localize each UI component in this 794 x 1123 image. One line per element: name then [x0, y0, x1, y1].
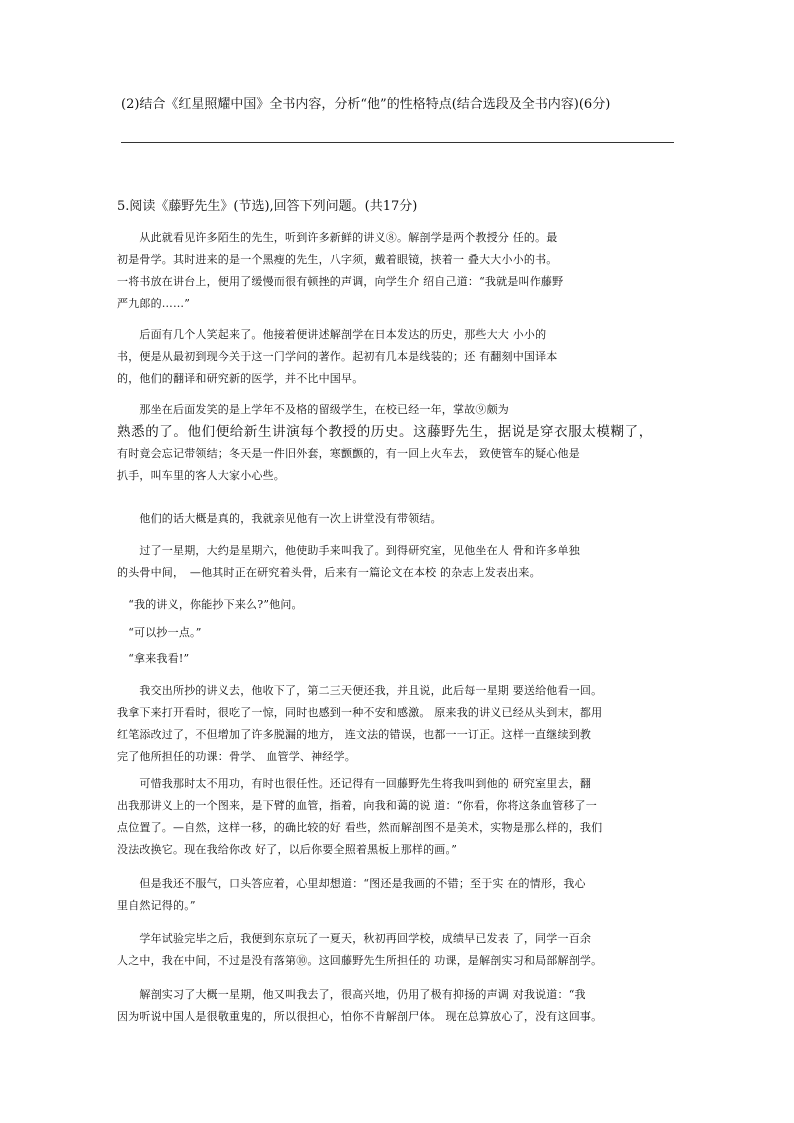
passage-line: 那坐在后面发笑的是上学年不及格的留级学生，在校已经一年，掌故⑨颇为 — [117, 403, 509, 416]
passage-line: 扒手，叫车里的客人大家小心些。 — [117, 469, 285, 482]
passage-line: 后面有几个人笑起来了。他接着便讲述解剖学在日本发达的历史，那些大大 小小的 — [117, 328, 547, 341]
passage-paragraph — [117, 680, 677, 768]
passage-line: “拿来我看!” — [117, 652, 190, 665]
passage-line: 书，便是从最初到现今关于这一门学问的著作。起初有几本是线装的；还 有翻刻中国译本 — [117, 350, 558, 363]
passage-line: 可惜我那时太不用功，有时也很任性。还记得有一回藤野先生将我叫到他的 研究室里去，翻 — [117, 777, 592, 790]
passage-line: “可以抄一点。” — [117, 626, 202, 639]
passage-paragraph — [117, 508, 677, 530]
passage-paragraph — [117, 984, 677, 1028]
passage-line: 人之中，我在中间，不过是没有落第⑩。这回藤野先生所担任的 功课，是解剖实习和局部解剖学。 — [117, 954, 603, 967]
passage-paragraph — [117, 227, 677, 315]
passage-line: 没法改换它。现在我给你改 好了，以后你要全照着黑板上那样的画。” — [117, 843, 458, 856]
passage-paragraph — [117, 873, 677, 917]
passage-line: “我的讲义，你能抄下来么?”他问。 — [117, 598, 303, 611]
passage-paragraph — [117, 540, 677, 584]
passage-paragraph — [117, 594, 677, 616]
passage-line: 里自然记得的。” — [117, 899, 196, 912]
passage-paragraph — [117, 648, 677, 670]
passage-line: 的头骨中间， —他其时正在研究着头骨，后来有一篇论文在本校 的杂志上发表出来。 — [117, 566, 541, 579]
passage-line: 出我那讲义上的一个图来，是下臂的血管，指着，向我和蔼的说 道：“你看，你将这条血管移了一 — [117, 799, 597, 812]
passage-line: 完了他所担任的功课：骨学、 血管学、神经学。 — [117, 750, 356, 763]
passage-line: 严九郎的……” — [117, 297, 191, 310]
passage-line: 学年试验完毕之后，我便到东京玩了一夏天，秋初再回学校，成绩早已发表 了，同学一百余 — [117, 932, 592, 945]
passage-paragraph — [117, 622, 677, 644]
passage-line: 但是我还不服气，口头答应着，心里却想道：“图还是我画的不错；至于实 在的情形，我心 — [117, 877, 586, 890]
passage-line: 他们的话大概是真的，我就亲见他有一次上讲堂没有带领结。 — [117, 512, 442, 525]
passage-line: 我拿下来打开看时，很吃了一惊，同时也感到一种不安和感激。 原来我的讲义已经从头到末，都用 — [117, 706, 603, 719]
passage-line: 因为听说中国人是很敬重鬼的，所以很担心，怕你不肯解剖尸体。 现在总算放心了，没有这回事。 — [117, 1010, 603, 1023]
passage-line: 过了一星期，大约是星期六，他使助手来叫我了。到得研究室，见他坐在人 骨和许多单独 — [117, 544, 580, 557]
passage-line: 我交出所抄的讲义去，他收下了，第二三天便还我，并且说，此后每一星期 要送给他看一回。 — [117, 684, 603, 697]
passage-line: 初是骨学。其时进来的是一个黑瘦的先生，八字须，戴着眼镜，挟着一 叠大大小小的书。 — [117, 253, 558, 266]
section-5-title: 5.阅读《藤野先生》(节选),回答下列问题。(共17分) — [117, 199, 418, 214]
passage-paragraph — [117, 928, 677, 972]
passage-line: 红笔添改过了，不但增加了许多脱漏的地方， 连文法的错误，也都一一订正。这样一直继续到教 — [117, 728, 592, 741]
passage-line: 从此就看见许多陌生的先生，听到许多新鲜的讲义⑧。解剖学是两个教授分 任的。最 — [117, 231, 558, 244]
passage-line: 熟悉的了。他们便给新生讲演每个教授的历史。这藤野先生，据说是穿衣服太模糊了， — [117, 424, 653, 440]
passage-paragraph — [117, 399, 677, 487]
passage-line: 的，他们的翻译和研究新的医学，并不比中国早。 — [117, 372, 364, 385]
passage-paragraph — [117, 324, 677, 390]
passage-line: 有时竟会忘记带领结；冬天是一件旧外套，寒颤颤的，有一回上火车去， 致使管车的疑心他是 — [117, 447, 580, 460]
passage-line: 一将书放在讲台上，便用了缓慢而很有顿挫的声调，向学生介 绍自己道：“我就是叫作藤野 — [117, 275, 564, 288]
passage-paragraph — [117, 773, 677, 861]
question-2-text: (2)结合《红星照耀中国》全书内容，分析“他”的性格特点(结合选段及全书内容)(6分) — [121, 97, 611, 112]
passage-line: 解剖实习了大概一星期，他又叫我去了，很高兴地，仍用了极有抑扬的声调 对我说道：“我 — [117, 988, 586, 1001]
answer-line — [121, 142, 674, 143]
passage-line: 点位置了。—自然，这样一移，的确比较的好 看些，然而解剖图不是美术，实物是那么样的，我们 — [117, 821, 603, 834]
